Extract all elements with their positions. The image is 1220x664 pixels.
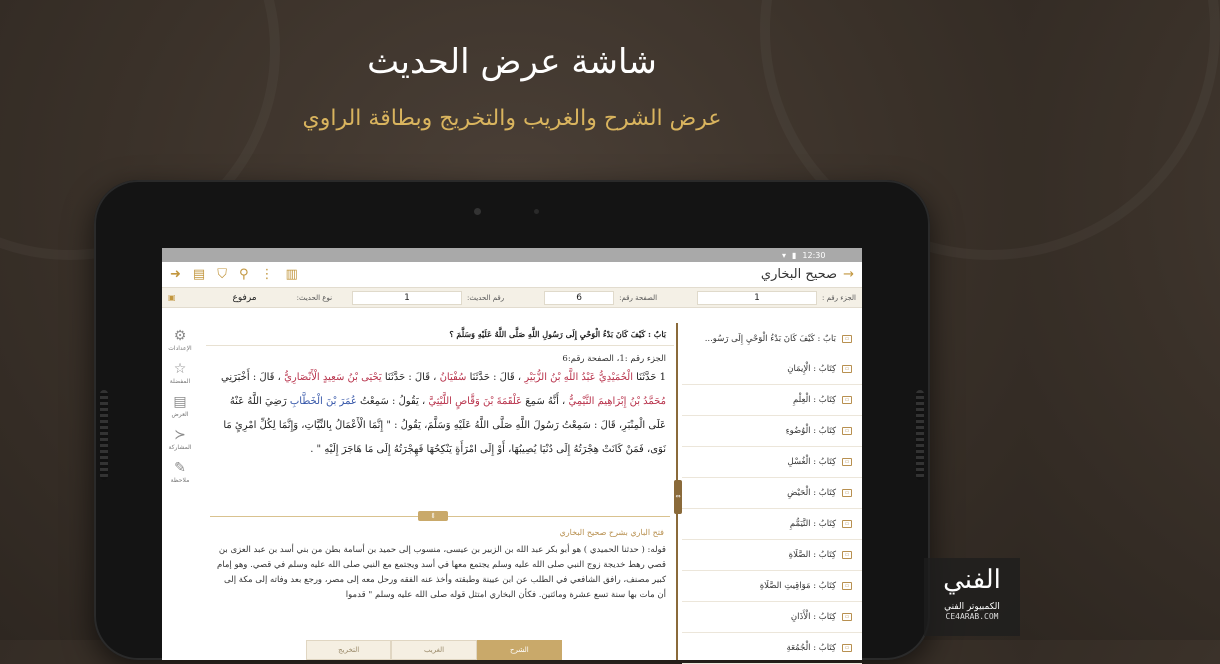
toc-item[interactable] [682, 602, 862, 633]
toc-item-label: كِتَابُ : الْعِلْمِ [793, 395, 836, 405]
hadith-number-label: رقم الحديث: [467, 293, 505, 302]
book-icon: ▭ [842, 335, 852, 343]
app-bar [162, 262, 862, 288]
hadith-type-label: نوع الحديث: [296, 293, 333, 302]
tab-gharib[interactable]: الغريب [391, 640, 476, 660]
forward-arrow-icon[interactable]: ➜ [170, 267, 181, 282]
toc-item-label: كِتَابُ : الْجُمُعَةِ [786, 643, 836, 653]
watermark-logo: الفني [943, 565, 1001, 595]
splitter-handle[interactable]: ⇔ [674, 480, 682, 514]
favorites-label: المفضلة [169, 378, 191, 385]
narrator-link[interactable]: سُفْيَانُ [439, 372, 467, 383]
toc-item-label: كِتَابُ : مَوَاقِيتِ الصَّلَاةِ [759, 581, 836, 591]
note-icon: ✎ [174, 460, 186, 476]
app-title: صحيح البخاري [760, 267, 838, 282]
narrator-link[interactable]: يَحْيَى بْنُ سَعِيدٍ الْأَنْصَارِيُّ [284, 372, 382, 383]
search-icon[interactable]: ⚲ [238, 267, 249, 282]
status-bar [162, 248, 862, 262]
toc-item[interactable] [682, 509, 862, 540]
books-icon[interactable]: ▥ [285, 267, 298, 282]
hadith-text-part: ، قَالَ : حَدَّثَنَا [466, 372, 525, 383]
book-icon: ▭ [842, 613, 852, 621]
app-screen [162, 248, 862, 660]
watermark-name: الكمبيوتر الفني [944, 602, 1000, 612]
settings-button[interactable] [168, 329, 191, 352]
toc-item[interactable] [682, 416, 862, 447]
toc-item-label: كِتَابُ : الْأَذَانِ [790, 612, 836, 622]
hadith-type-value: مرفوع [232, 292, 257, 303]
page-field[interactable]: 6 [544, 291, 614, 305]
toc-item-label: كِتَابُ : التَّيَمُّمِ [789, 519, 836, 529]
divider-handle[interactable]: ⇕ [418, 511, 448, 521]
battery-icon: ▮ [792, 250, 797, 260]
display-button[interactable] [172, 395, 189, 418]
toc-item-label: كِتَابُ : الْغُسْلِ [787, 457, 836, 467]
book-icon: ▭ [842, 458, 852, 466]
toc-item[interactable] [682, 633, 862, 664]
chapter-heading: بَابٌ : كَيْفَ كَانَ بَدْءُ الْوَحْيِ إِلَى رَسُولِ اللَّهِ صَلَّى اللَّهُ عَلَيْهِ وَسَلَّمَ ؟ [206, 323, 674, 346]
toc-item-label: كِتَابُ : الْإِيمَانِ [787, 364, 836, 374]
part-field[interactable]: 1 [697, 291, 817, 305]
site-watermark [924, 558, 1020, 636]
narrator-link[interactable]: الْحُمَيْدِيُّ عَبْدُ اللَّهِ بْنُ الزُّبَيْرِ [524, 372, 633, 383]
share-label: المشاركة [168, 444, 192, 451]
settings-label: الإعدادات [168, 345, 192, 352]
note-label: ملاحظة [170, 477, 190, 484]
book-icon: ▭ [842, 582, 852, 590]
toc-item-label: كِتَابُ : الْحَيْضِ [787, 488, 836, 498]
toc-item[interactable] [682, 354, 862, 385]
hadith-text-part: ، يَقُولُ : سَمِعْتُ [356, 396, 429, 407]
narrator-link[interactable]: عَلْقَمَةَ بْنَ وَقَّاصٍ اللَّيْثِيَّ [428, 396, 523, 407]
status-time: 12:30 [802, 250, 826, 260]
hadith-text-part: ، قَالَ : حَدَّثَنَا [381, 372, 440, 383]
note-button[interactable] [171, 461, 190, 484]
promo-title: شاشة عرض الحديث [367, 42, 657, 82]
promo-subtitle: عرض الشرح والغريب والتخريج وبطاقة الراوي [302, 106, 722, 131]
hadith-text-part: رَضِيَ اللَّهُ عَنْهُ عَلَى الْمِنْبَرِ، قَالَ : سَمِعْتُ رَسُولَ اللَّهِ صَلَّى اللَّهُ عَلَيْهِ وَسَلَّمَ، يَقُولُ : " إِنَّمَا الْأَعْمَالُ بِالنِّيَّاتِ، وَإِنَّمَا لِكُلِّ امْرِئٍ مَا نَوَى، فَمَنْ كَانَتْ هِجْرَتُهُ إِلَى دُنْيَا يُصِيبُهَا، أَوْ إِلَى امْرَأَةٍ يَنْكِحُهَا فَهِجْرَتُهُ إِلَى مَا هَاجَرَ إِلَيْهِ " . [223, 396, 666, 455]
table-of-contents [682, 323, 862, 660]
share-button[interactable] [168, 428, 191, 451]
sensor [534, 209, 539, 214]
hadith-text-part: 1 حَدَّثَنَا [632, 372, 666, 383]
toc-item[interactable] [682, 478, 862, 509]
hadith-text [206, 366, 674, 462]
tree-icon[interactable]: ⋮ [260, 267, 274, 282]
page-label: الصفحة رقم: [619, 293, 658, 302]
speaker-grille [916, 390, 924, 480]
toc-item[interactable] [682, 571, 862, 602]
display-label: العرض [171, 411, 189, 418]
watermark-url: CE4ARAB.COM [945, 612, 999, 621]
narrator-link[interactable]: مُحَمَّدُ بْنُ إِبْرَاهِيمَ التَّيْمِيُّ [568, 396, 666, 407]
toc-item[interactable] [682, 385, 862, 416]
favorites-button[interactable] [170, 362, 190, 385]
tab-takhrij[interactable]: التخريج [306, 640, 391, 660]
toc-item[interactable] [682, 447, 862, 478]
sharh-text: قوله: ( حدثنا الحميدي ) هو أبو بكر عبد الله بن الزبير بن عيسى، منسوب إلى حميد بن أسامة بطن من بني أسد بن عبد العزى بن قصي رهط خديجة زوج النبي صلى الله عليه وسلم يجتمع معها في أسد ويجتمع مع النبي صلى الله عليه وسلم في قصي. وهو إمام كبير مصنف، رافق الشافعي في الطلب عن ابن عيينة وطبقته وأخذ عنه الفقه ورحل معه إلى مصر، ورجع بعد وفاته إلى مكة إلى أن مات بها سنة تسع عشرة ومائتين. فكأن البخاري امتثل قوله صلى الله عليه وسلم " قدموا [216, 545, 666, 600]
list-icon[interactable]: ▤ [192, 267, 206, 282]
settings-icon: ⚙ [173, 328, 187, 344]
toc-item-label: كِتَابُ : الْوُضُوءِ [785, 426, 836, 436]
book-icon: ▭ [842, 644, 852, 652]
hadith-number-field[interactable]: 1 [352, 291, 462, 305]
toc-item[interactable] [682, 540, 862, 571]
tab-sharh[interactable]: الشرح [477, 640, 562, 660]
hadith-text-part: ، أَنَّهُ سَمِعَ [522, 396, 569, 407]
sharh-source-title: فتح الباري بشرح صحيح البخاري [559, 528, 664, 537]
book-icon: ▭ [842, 551, 852, 559]
toolbar-actions [170, 268, 298, 281]
toc-item[interactable] [682, 323, 862, 354]
speaker-grille [100, 390, 108, 480]
toc-item-label: بَابٌ : كَيْفَ كَانَ بَدْءُ الْوَحْيِ إِلَى رَسُو... [704, 333, 836, 344]
app-title-group [761, 267, 854, 282]
wifi-icon: ▾ [782, 250, 787, 260]
book-icon: ▭ [842, 520, 852, 528]
display-icon: ▤ [173, 394, 187, 410]
back-arrow-icon[interactable]: → [843, 267, 854, 282]
side-toolbar [162, 323, 198, 660]
info-bar [162, 288, 862, 308]
book-icon: ▭ [842, 365, 852, 373]
toc-item-label: كِتَابُ : الصَّلَاةِ [788, 550, 836, 560]
book-icon: ▭ [842, 489, 852, 497]
narrator-link[interactable]: عُمَرَ بْنَ الْخَطَّابِ [289, 396, 357, 407]
info-icon[interactable]: ▣ [168, 292, 176, 302]
share-icon: ≺ [174, 427, 186, 443]
book-icon: ▭ [842, 396, 852, 404]
tablet-frame [94, 180, 930, 660]
book-icon: ▭ [842, 427, 852, 435]
bookmark-icon[interactable]: ⛉ [217, 267, 227, 282]
camera [474, 208, 481, 215]
page-reference: الجزء رقم :1، الصفحة رقم:6 [562, 354, 666, 364]
hadith-panel [206, 323, 674, 660]
star-icon: ☆ [173, 361, 187, 377]
hadith-text-part: ، قَالَ : أَخْبَرَنِي [221, 372, 285, 383]
part-label: الجزء رقم : [822, 293, 856, 302]
bottom-tabs [306, 640, 562, 660]
